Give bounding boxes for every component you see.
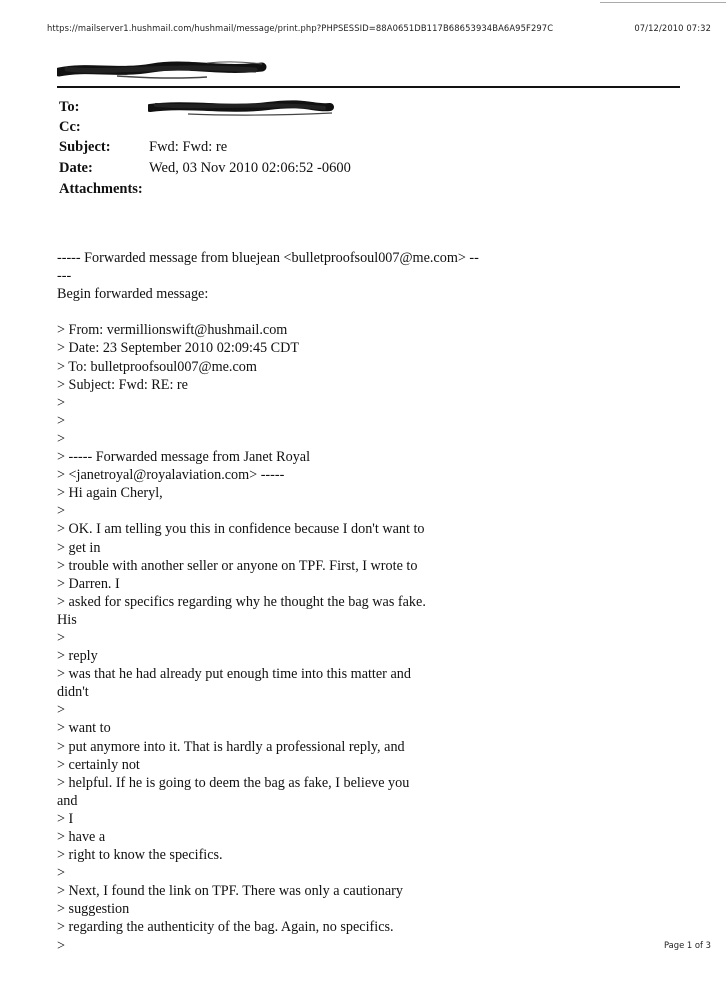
- body-line: >: [57, 702, 66, 719]
- print-header: [47, 23, 711, 37]
- attachments-label: Attachments:: [59, 181, 143, 197]
- body-line: > certainly not: [57, 756, 140, 773]
- body-line: > put anymore into it. That is hardly a professional reply, and: [57, 738, 405, 755]
- body-line: ---: [57, 268, 72, 285]
- print-timestamp: 07/12/2010 07:32: [634, 23, 711, 33]
- body-line: >: [57, 412, 66, 429]
- body-line: > get in: [57, 539, 101, 556]
- subject-label: Subject:: [59, 139, 111, 155]
- header-divider: [57, 86, 680, 88]
- body-line: > right to know the specifics.: [57, 847, 223, 864]
- body-line: > To: bulletproofsoul007@me.com: [57, 358, 257, 375]
- body-line: > suggestion: [57, 901, 130, 918]
- body-line: >: [57, 394, 66, 411]
- body-line: >: [57, 430, 66, 447]
- body-line: > want to: [57, 720, 111, 737]
- body-line: >: [57, 865, 66, 882]
- body-line: ----- Forwarded message from bluejean <bulletproofsoul007@me.com> --: [57, 250, 479, 266]
- subject-row: [59, 138, 679, 156]
- body-line: and: [57, 792, 78, 809]
- body-line: > helpful. If he is going to deem the bag as fake, I believe you: [57, 774, 410, 791]
- body-line: [57, 303, 657, 321]
- body-line: >: [57, 503, 66, 520]
- body-line: > trouble with another seller or anyone on TPF. First, I wrote to: [57, 557, 418, 574]
- body-line: > Date: 23 September 2010 02:09:45 CDT: [57, 340, 300, 357]
- subject-value: Fwd: Fwd: re: [149, 139, 228, 155]
- message-body: [57, 249, 657, 955]
- body-line: > I: [57, 810, 74, 827]
- body-line: > From: vermillionswift@hushmail.com: [57, 322, 288, 339]
- body-line: Begin forwarded message:: [57, 286, 209, 303]
- body-line: > was that he had already put enough time into this matter and: [57, 666, 411, 683]
- body-line: > Next, I found the link on TPF. There was only a cautionary: [57, 883, 403, 900]
- recipient-redaction-mark: [148, 97, 334, 117]
- body-line: >: [57, 937, 66, 954]
- to-label: To:: [59, 99, 80, 115]
- body-line: didn't: [57, 684, 89, 701]
- date-value: Wed, 03 Nov 2010 02:06:52 -0600: [149, 160, 351, 176]
- body-line: > Darren. I: [57, 575, 120, 592]
- body-line: > asked for specifics regarding why he thought the bag was fake.: [57, 593, 426, 610]
- page-number: Page 1 of 3: [664, 940, 711, 950]
- body-line: > Subject: Fwd: RE: re: [57, 376, 188, 393]
- attachments-row: [59, 180, 679, 198]
- body-line: > Hi again Cheryl,: [57, 485, 163, 502]
- body-line: >: [57, 629, 66, 646]
- top-edge-line: [600, 2, 726, 3]
- body-line: > regarding the authenticity of the bag. Again, no specifics.: [57, 919, 394, 936]
- body-line: His: [57, 611, 77, 628]
- body-line: > <janetroyal@royalaviation.com> -----: [57, 467, 285, 484]
- body-line: > reply: [57, 648, 98, 665]
- sender-redaction-mark: [57, 58, 267, 80]
- cc-label: Cc:: [59, 119, 81, 135]
- body-line: > OK. I am telling you this in confidence because I don't want to: [57, 521, 425, 538]
- date-label: Date:: [59, 160, 93, 176]
- cc-row: [59, 118, 679, 136]
- date-row: [59, 159, 679, 177]
- print-url: https://mailserver1.hushmail.com/hushmail/message/print.php?PHPSESSID=88A0651DB117B68653934BA6A95F297C: [47, 23, 554, 33]
- body-line: > have a: [57, 829, 106, 845]
- body-line: > ----- Forwarded message from Janet Royal: [57, 449, 311, 466]
